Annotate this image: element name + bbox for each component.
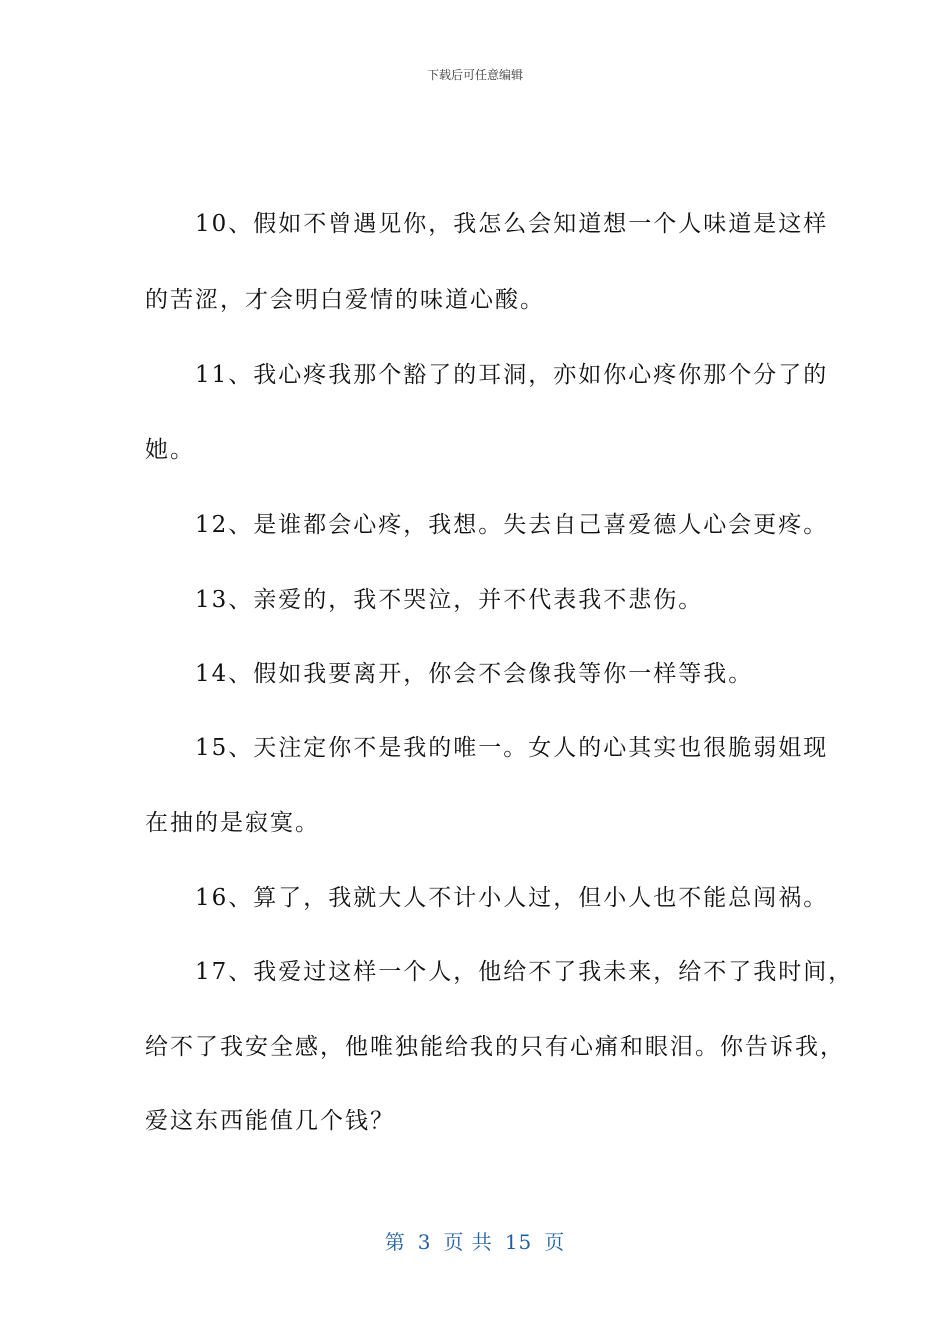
- paragraph-16-line-1: 16、算了，我就大人不计小人过，但小人也不能总闯祸。: [145, 885, 829, 911]
- page-header: 下载后可任意编辑: [426, 68, 523, 82]
- paragraph-11-line-1: 11、我心疼我那个豁了的耳洞，亦如你心疼你那个分了的: [145, 362, 829, 388]
- footer-prefix: 第: [384, 1230, 406, 1254]
- paragraph-15-line-1: 15、天注定你不是我的唯一。女人的心其实也很脆弱姐现: [145, 735, 829, 761]
- paragraph-15-line-2: 在抽的是寂寞。: [145, 810, 320, 836]
- paragraph-10-line-1: 10、假如不曾遇见你，我怎么会知道想一个人味道是这样: [145, 211, 829, 237]
- paragraph-10-line-2: 的苦涩，才会明白爱情的味道心酸。: [145, 287, 545, 313]
- footer-mid: 页 共: [443, 1230, 493, 1254]
- footer-total-pages: 15: [504, 1230, 533, 1254]
- paragraph-17-line-1: 17、我爱过这样一个人，他给不了我未来，给不了我时间，: [145, 959, 854, 985]
- paragraph-17-line-3: 爱这东西能值几个钱？: [145, 1108, 395, 1134]
- footer-suffix: 页: [544, 1230, 566, 1254]
- paragraph-12-line-1: 12、是谁都会心疼，我想。失去自己喜爱德人心会更疼。: [145, 512, 829, 538]
- paragraph-13-line-1: 13、亲爱的，我不哭泣，并不代表我不悲伤。: [145, 587, 704, 613]
- paragraph-17-line-2: 给不了我安全感，他唯独能给我的只有心痛和眼泪。你告诉我，: [145, 1034, 845, 1060]
- paragraph-14-line-1: 14、假如我要离开，你会不会像我等你一样等我。: [145, 661, 754, 687]
- paragraph-11-line-2: 她。: [145, 437, 195, 463]
- footer-current-page: 3: [417, 1230, 432, 1254]
- page-number-footer: [0, 1226, 950, 1255]
